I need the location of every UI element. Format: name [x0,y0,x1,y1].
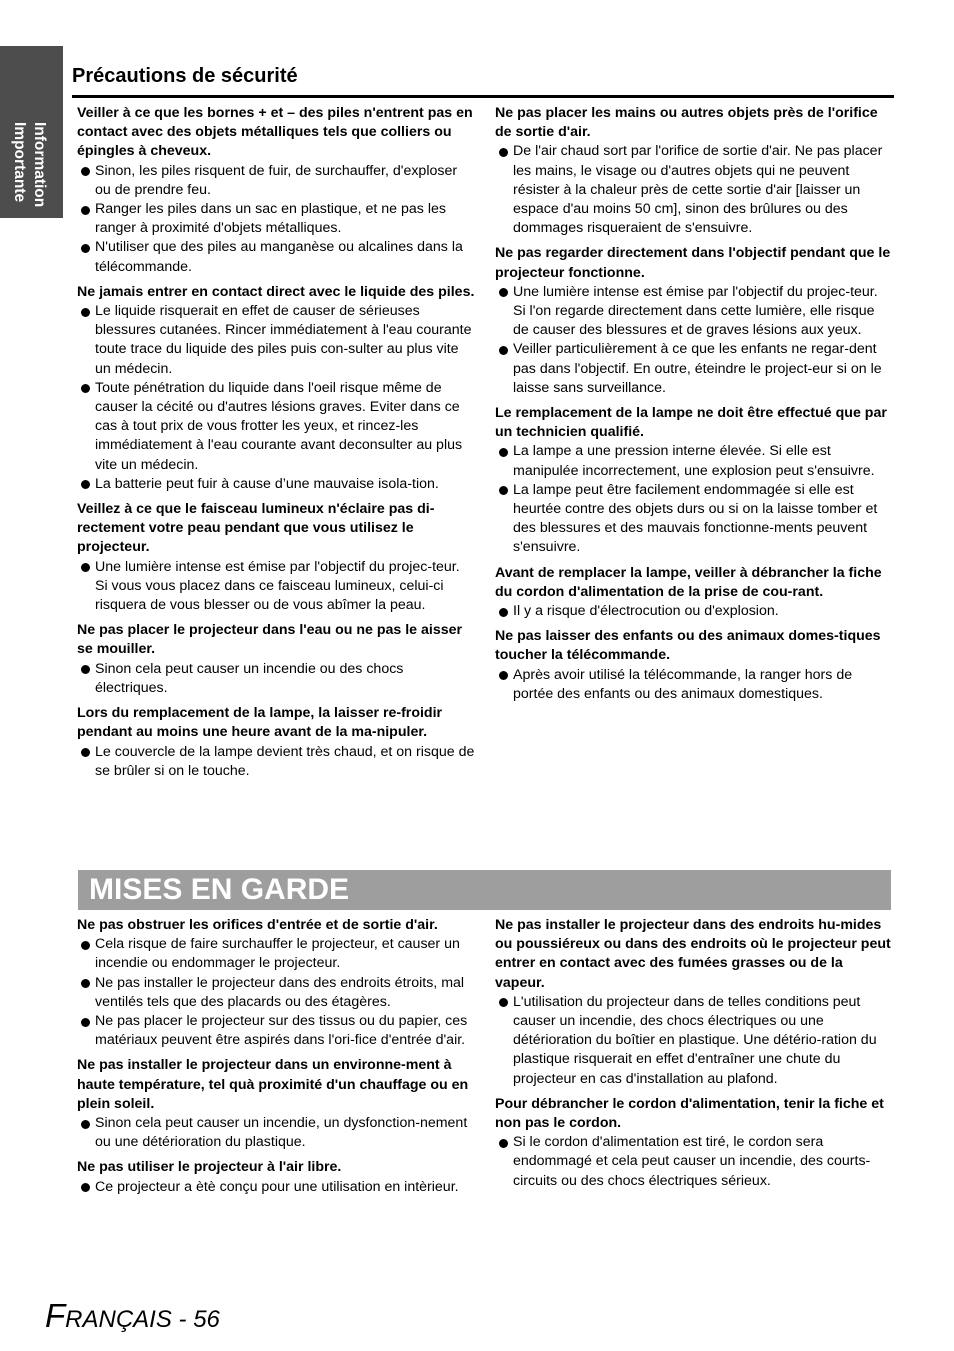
bullet-list [77,162,475,277]
warning-block [495,244,893,398]
section-title: Précautions de sécurité [72,65,298,87]
bullet-list [495,283,893,398]
warning-heading: Veiller à ce que les bornes + et – des piles n'entrent pas en contact avec des objets métalliques tels que colliers ou épingles à cheveux. [77,105,473,160]
bullet-item: La lampe a une pression interne élevée. Si elle est manipulée incorrectement, une explosion peut s'ensuivre. [495,442,893,480]
bullet-list [77,743,475,781]
bullet-list [495,602,893,621]
bullet-item: Si le cordon d'alimentation est tiré, le cordon sera endommagé et cela peut causer un incendie, des courts-circuits ou des chocs électriques sérieux. [495,1133,893,1191]
footer-initial: F [45,1297,66,1334]
bullet-item: Sinon cela peut causer un incendie ou des chocs électriques. [77,660,475,698]
warning-block [495,916,893,1089]
bullet-item: La batterie peut fuir à cause d’une mauvaise isola-tion. [77,475,475,494]
bullet-list [495,666,893,704]
warning-block [495,627,893,704]
bullet-list [495,142,893,238]
bullet-item: Le liquide risquerait en effet de causer de sérieuses blessures cutanées. Rincer immédiatement à l'eau courante toute trace du liquide des piles puis con-sulter au plus vite un médecin. [77,302,475,379]
bullet-list [495,442,893,557]
warning-block [77,704,475,781]
warning-heading: Ne pas installer le projecteur dans un environne-ment à haute température, tel quà proximité d'un chauffage ou en plein soleil. [77,1057,469,1112]
warning-block [77,283,475,494]
warning-heading: Ne pas utiliser le projecteur à l'air libre. [77,1159,342,1176]
warning-heading: Lors du remplacement de la lampe, la laisser re-froidir pendant au moins une heure avant de la ma-nipuler. [77,705,443,741]
warning-block [495,564,893,622]
warning-heading: Le remplacement de la lampe ne doit être effectué que par un technicien qualifié. [495,405,887,441]
footer-page-label: RANÇAIS - 56 [65,1306,220,1333]
bullet-item: Une lumière intense est émise par l'objectif du projec-teur. Si l'on regarde directement dans cette lumière, elle risque de causer des blessures et de graves lésions aux yeux. [495,283,893,341]
warnings-banner-title: MISES EN GARDE [89,873,350,906]
warning-block [77,916,475,1050]
warning-heading: Ne pas regarder directement dans l'objectif pendant que le projecteur fonctionne. [495,245,891,281]
warnings-banner [78,870,891,910]
side-tab [0,46,63,218]
title-rule [72,95,894,98]
bullet-list [77,660,475,698]
bullet-item: Ranger les piles dans un sac en plastique, et ne pas les ranger à proximité d'objets métalliques. [77,200,475,238]
bullet-item: Sinon cela peut causer un incendie, un dysfonction-nement ou une détérioration du plastique. [77,1114,475,1152]
bullet-item: Une lumière intense est émise par l'objectif du projec-teur. Si vous vous placez dans ce faisceau lumineux, celui-ci risquera de vous blesser ou de vous abîmer la peau. [77,558,475,616]
warning-block [495,104,893,238]
warning-block [495,404,893,558]
precautions-right-column [495,104,893,710]
bullet-list [77,1114,475,1152]
warning-block [77,621,475,698]
bullet-item: Toute pénétration du liquide dans l'oeil risque même de causer la cécité ou d'autres lésions graves. Eviter dans ce cas à tout prix de vous frotter les yeux, et rincez-les immédiatement à l'eau courante avant deconsulter au plus vite un médecin. [77,379,475,475]
warning-block [77,104,475,277]
page-footer [45,1298,220,1341]
bullet-list [77,935,475,1050]
warning-heading: Avant de remplacer la lampe, veiller à débrancher la fiche du cordon d'alimentation de la prise de cou-rant. [495,564,882,600]
bullet-item: Le couvercle de la lampe devient très chaud, et on risque de se brûler si on le touche. [77,743,475,781]
precautions-left-column [77,104,475,787]
warning-heading: Ne pas placer les mains ou autres objets près de l'orifice de sortie d'air. [495,105,878,141]
bullet-list [495,1133,893,1191]
bullet-item: De l'air chaud sort par l'orifice de sortie d'air. Ne pas placer les mains, le visage ou d'autres objets qui ne peuvent résister à la chaleur près de cette sortie d'air [laisser un espace d'au moins 50 cm], sinon des brûlures ou des dommages risqueraient de s'ensuivre. [495,142,893,238]
warning-block [77,1158,475,1196]
side-tab-label: Information Importante [11,122,48,208]
bullet-item: La lampe peut être facilement endommagée si elle est heurtée contre des objets durs ou si on la laisse tomber et des blessures et des mauvais fonctionne-ments peuvent s'ensuivre. [495,481,893,558]
bullet-item: N'utiliser que des piles au manganèse ou alcalines dans la télécommande. [77,238,475,276]
bullet-item: Ce projecteur a ètè conçu pour une utilisation en intèrieur. [77,1178,475,1197]
bullet-item: Ne pas installer le projecteur dans des endroits étroits, mal ventilés tels que des placards ou des étagères. [77,974,475,1012]
bullet-item: Cela risque de faire surchauffer le projecteur, et causer un incendie ou endommager le projecteur. [77,935,475,973]
warnings-left-column [77,916,475,1203]
warning-heading: Pour débrancher le cordon d'alimentation, tenir la fiche et non pas le cordon. [495,1095,884,1132]
warning-heading: Ne pas obstruer les orifices d'entrée et de sortie d'air. [77,917,438,933]
warning-block [77,1056,475,1152]
bullet-item: Il y a risque d'électrocution ou d'explosion. [495,602,893,621]
bullet-list [495,993,893,1089]
warning-block [495,1095,893,1191]
bullet-item: Après avoir utilisé la télécommande, la ranger hors de portée des enfants ou des animaux domestiques. [495,666,893,704]
bullet-list [77,302,475,494]
bullet-item: Sinon, les piles risquent de fuir, de surchauffer, d'exploser ou de prendre feu. [77,162,475,200]
warning-heading: Ne pas laisser des enfants ou des animaux domes-tiques toucher la télécommande. [495,628,881,664]
warning-heading: Ne jamais entrer en contact direct avec le liquide des piles. [77,283,475,300]
bullet-item: L'utilisation du projecteur dans de telles conditions peut causer un incendie, des chocs électriques ou une détérioration du boîtier en plastique. Une détério-ration du plastique risquerait en effet d'entraîner une chute du projecteur en cas d'installation au plafond. [495,993,893,1089]
bullet-list [77,1178,475,1197]
warning-heading: Veillez à ce que le faisceau lumineux n'éclaire pas di-rectement votre peau pendant que vous utilisez le projecteur. [77,501,435,556]
warning-heading: Ne pas installer le projecteur dans des endroits hu-mides ou poussiéreux ou dans des endroits où le projecteur peut entrer en contact avec des fumées grasses ou de la vapeur. [495,917,891,991]
bullet-item: Ne pas placer le projecteur sur des tissus ou du papier, ces matériaux peuvent être aspirés dans l'ori-fice d'entrée d'air. [77,1012,475,1050]
warning-heading: Ne pas placer le projecteur dans l'eau ou ne pas le aisser se mouiller. [77,622,463,658]
warnings-right-column [495,916,893,1197]
bullet-item: Veiller particulièrement à ce que les enfants ne regar-dent pas dans l'objectif. En outre, éteindre le project-eur si on le laisse sans surveillance. [495,340,893,398]
bullet-list [77,558,475,616]
warning-block [77,500,475,615]
